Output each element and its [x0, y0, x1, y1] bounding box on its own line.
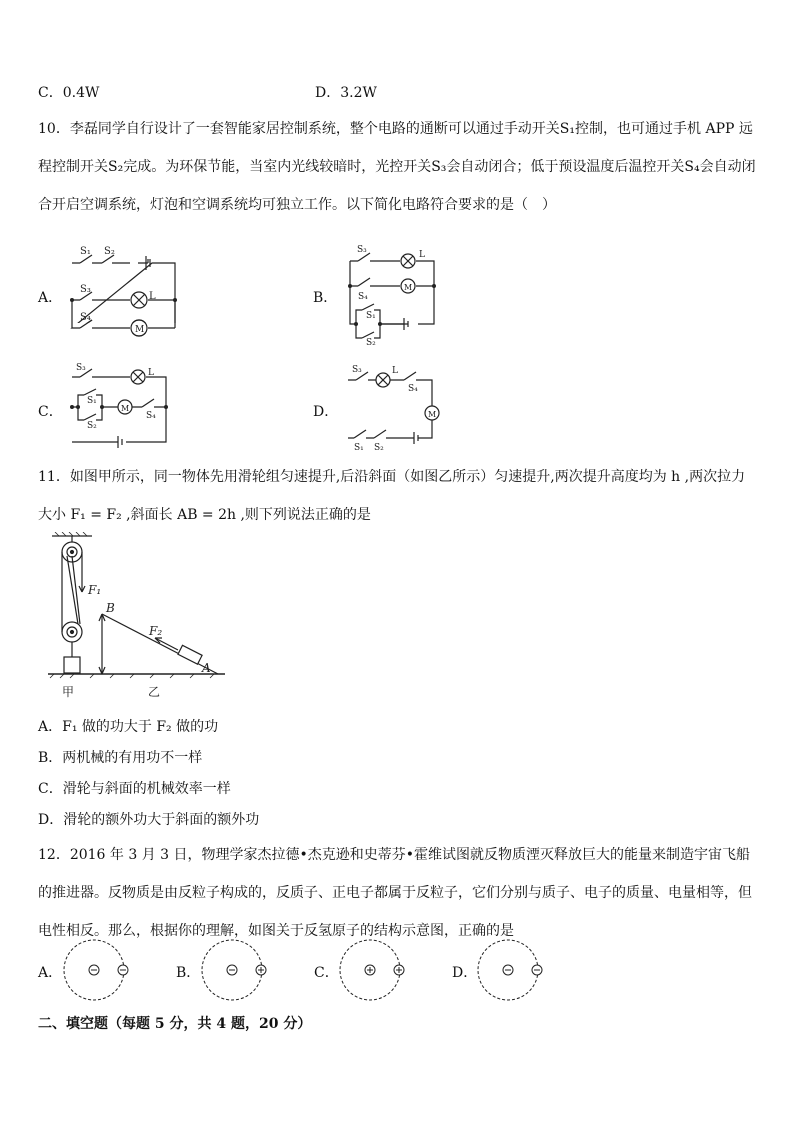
circuit-a-s1: S₁: [80, 246, 91, 257]
circuit-c-s2: S₂: [87, 421, 97, 431]
circuit-c-lamp: L: [148, 368, 154, 378]
circuit-b-lamp: L: [419, 250, 425, 260]
circuit-a-s3: S₃: [80, 284, 91, 295]
circuit-d-s4: S₄: [408, 384, 418, 394]
pulley-incline-diagram: [40, 532, 240, 702]
circuit-b-s1: S₁: [366, 311, 376, 321]
q10-option-c-label: C．: [38, 404, 63, 420]
q12-option-d-label: D．: [452, 965, 478, 981]
circuit-d-lamp: L: [392, 366, 398, 376]
q10-option-d-label: D．: [313, 404, 339, 420]
circuit-a-motor: M: [135, 325, 145, 335]
atom-c-diagram: [336, 937, 408, 1003]
q12-option-a-label: A．: [38, 965, 63, 981]
label-f2: F₂: [149, 624, 163, 638]
q11-option-d: D．滑轮的额外功大于斜面的额外功: [38, 812, 260, 828]
circuit-d-s2: S₂: [374, 443, 384, 453]
q9-option-d: D．3.2W: [315, 85, 377, 101]
circuit-a-lamp: L: [149, 291, 156, 302]
atom-a-diagram: [60, 937, 132, 1003]
circuit-c-s4: S₄: [146, 411, 156, 421]
circuit-c-motor: M: [121, 404, 130, 413]
question-10-text: 10．李磊同学自行设计了一套智能家居控制系统，整个电路的通断可以通过手动开关S₁控制，也可通过手机 APP 远程控制开关S₂完成。为环保节能，当室内光线较暗时，光控开关S₃会自动闭合；低于预设温度后温控开关S₄会自动闭合开启空调系统，灯泡和空调系统均可独立工作。以下简化电路符合要求的是（ ）: [38, 121, 756, 213]
q12-option-b-label: B．: [176, 965, 201, 981]
circuit-b-s3: S₃: [357, 245, 367, 255]
q11-option-a: A．F₁ 做的功大于 F₂ 做的功: [38, 719, 219, 735]
circuit-c-diagram: [60, 362, 180, 454]
q11-option-c: C．滑轮与斜面的机械效率一样: [38, 781, 231, 797]
circuit-b-motor: M: [404, 283, 413, 292]
label-yi: 乙: [148, 685, 161, 699]
label-f1: F₁: [88, 583, 102, 597]
q9-option-c: C．0.4W: [38, 85, 100, 101]
section-2-heading: 二、填空题（每题 5 分，共 4 题，20 分）: [38, 1016, 312, 1032]
atom-d-diagram: [474, 937, 546, 1003]
circuit-c-s1: S₁: [87, 396, 97, 406]
question-11-text: 11．如图甲所示，同一物体先用滑轮组匀速提升,后沿斜面（如图乙所示）匀速提升,两次提升高度均为 h ,两次拉力大小 F₁ = F₂ ,斜面长 AB = 2h ,则下列说法正确的是: [38, 469, 746, 523]
q10-option-b-label: B．: [313, 290, 338, 306]
circuit-a-s2: S₂: [104, 246, 115, 257]
circuit-a-diagram: [60, 243, 185, 339]
circuit-d-s1: S₁: [354, 443, 364, 453]
q11-option-b: B．两机械的有用功不一样: [38, 750, 203, 766]
label-a: A: [202, 661, 211, 675]
question-12-text: 12．2016 年 3 月 3 日，物理学家杰拉德•杰克逊和史蒂芬•霍维试图就反物质湮灭释放巨大的能量来制造宇宙飞船的推进器。反物质是由反粒子构成的，反质子、正电子都属于反粒子，它们分别与质子、电子的质量、电量相等，但电性相反。那么，根据你的理解，如图关于反氢原子的结构示意图，正确的是: [38, 847, 752, 939]
circuit-d-s3: S₃: [352, 365, 362, 375]
circuit-a-s4: S₄: [80, 312, 91, 323]
circuit-d-motor: M: [428, 410, 437, 419]
circuit-d-diagram: [340, 362, 450, 454]
atom-b-diagram: [198, 937, 270, 1003]
q12-option-c-label: C．: [314, 965, 339, 981]
label-b: B: [106, 601, 115, 615]
q10-option-a-label: A．: [38, 290, 63, 306]
circuit-b-diagram: [338, 244, 448, 346]
circuit-c-s3: S₃: [76, 363, 86, 373]
circuit-b-s4: S₄: [358, 292, 368, 302]
circuit-b-s2: S₂: [366, 338, 376, 346]
label-jia: 甲: [62, 685, 75, 699]
